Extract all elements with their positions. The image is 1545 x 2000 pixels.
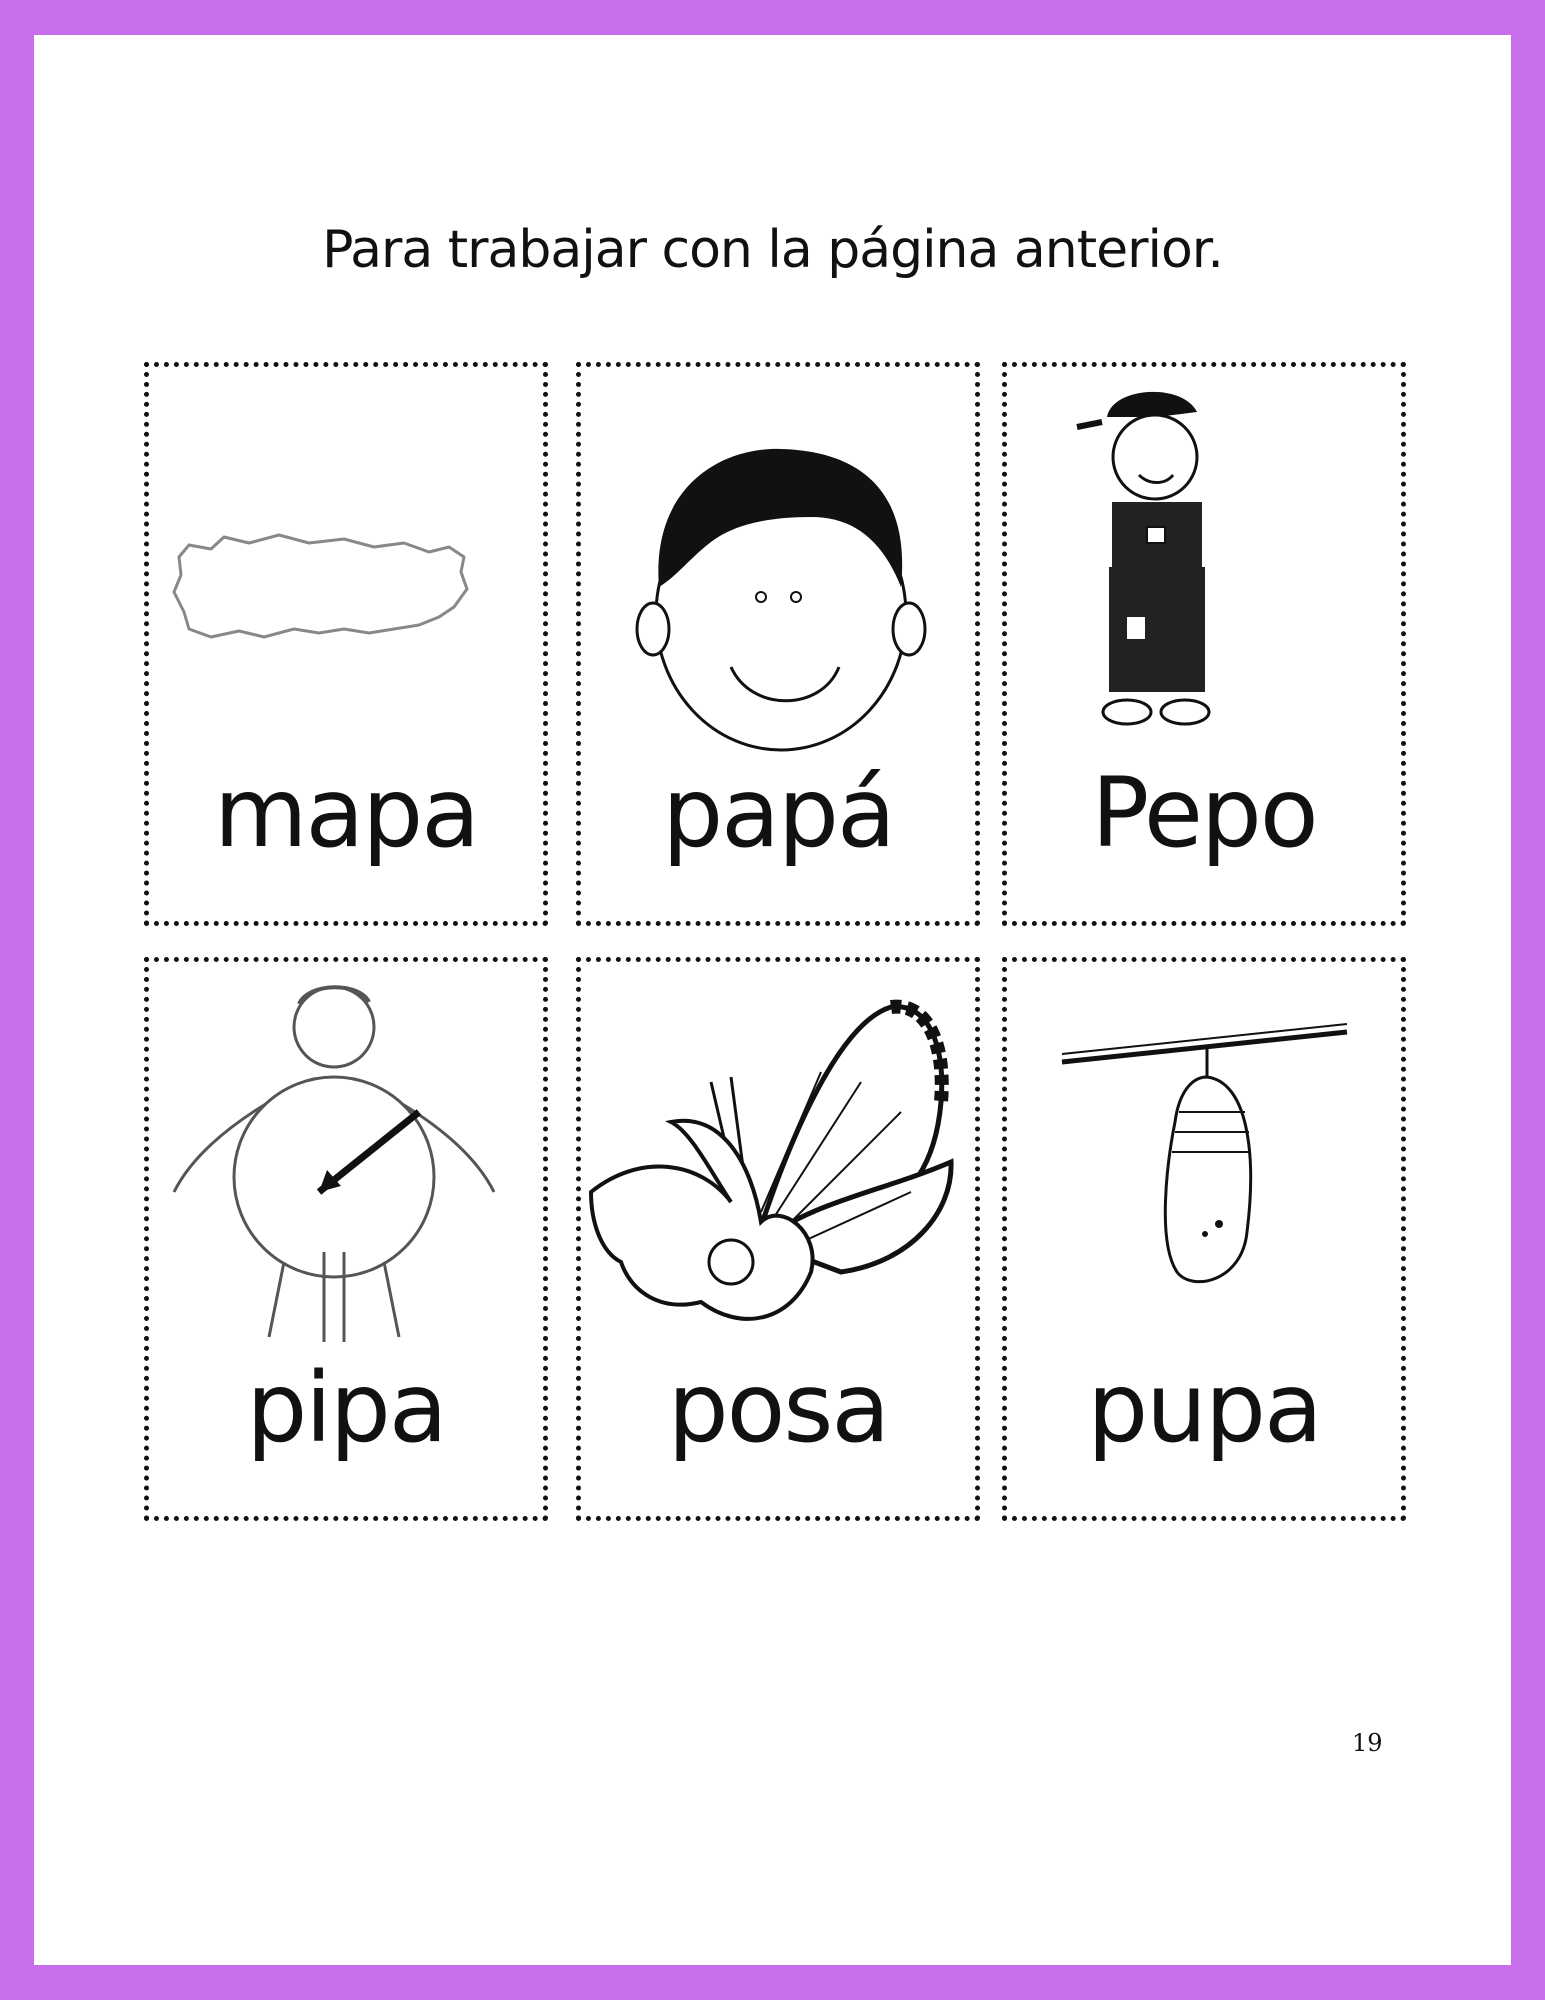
- map-icon: [149, 367, 543, 757]
- card-papa: [576, 362, 980, 926]
- card-posa: [576, 957, 980, 1521]
- word-label: pupa: [1087, 1352, 1321, 1464]
- dad-face-icon: [581, 367, 975, 757]
- chrysalis-icon: [1007, 962, 1401, 1352]
- butterfly-icon: [581, 962, 975, 1352]
- worksheet-page: [34, 35, 1511, 1965]
- word-label: posa: [667, 1352, 889, 1464]
- card-pipa: [144, 957, 548, 1521]
- card-mapa: [144, 362, 548, 926]
- card-pepo: [1002, 362, 1406, 926]
- boy-icon: [1007, 367, 1401, 757]
- page-number: 19: [1352, 1729, 1383, 1757]
- word-label: pipa: [246, 1352, 446, 1464]
- page-title: Para trabajar con la página anterior.: [322, 220, 1223, 280]
- belly-icon: [149, 962, 543, 1352]
- card-pupa: [1002, 957, 1406, 1521]
- word-label: mapa: [213, 757, 479, 869]
- word-label: papá: [662, 757, 894, 869]
- word-label: Pepo: [1091, 757, 1317, 869]
